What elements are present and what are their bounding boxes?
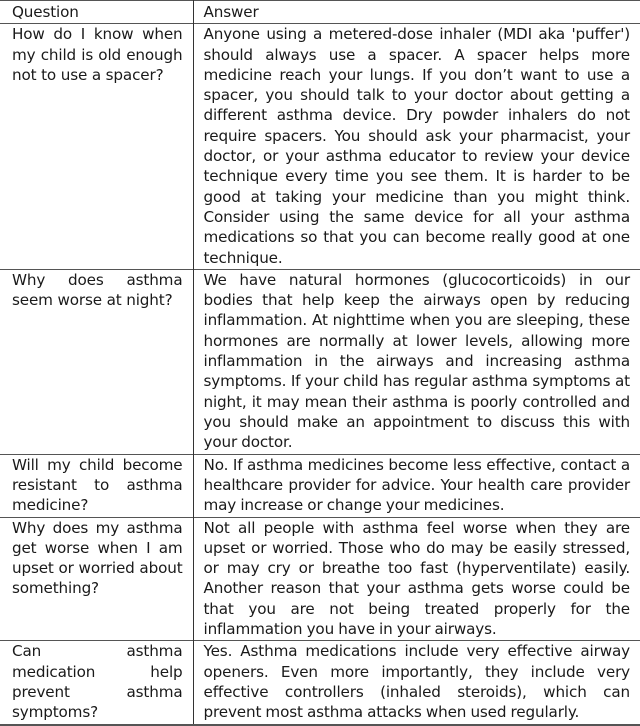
answer-cell: No. If asthma medicines become less effective, contact a healthcare provider for advice. Your health care provider may increase or change your medicines. — [203, 455, 630, 515]
question-cell: Why does asthma seem worse at night? — [0, 269, 193, 454]
question-cell: Why does my asthma get worse when I am upset or worried about something? — [0, 517, 193, 641]
table-row — [0, 517, 640, 641]
answer-cell: Not all people with asthma feel worse when they are upset or worried. Those who do may be easily stressed, or may cry or breathe too fast (hyperventilate) easily. Another reason that your asthma gets worse could be that you are not being treated properly for the inflammation you have in your airways. — [203, 518, 630, 639]
table-row — [0, 269, 640, 454]
column-header-answer: Answer — [203, 3, 259, 21]
column-header-question: Question — [0, 1, 193, 24]
answer-cell: We have natural hormones (glucocorticoids) in our bodies that help keep the airways open by reducing inflammation. At nighttime when you are sleeping, these hormones are normally at lower levels, allowing more inflammation in the airways and increasing asthma symptoms. If your child has regular asthma symptoms at night, it may mean their asthma is poorly controlled and you should make an appointment to discuss this with your doctor. — [203, 270, 630, 452]
question-cell: Will my child become resistant to asthma medicine? — [0, 454, 193, 517]
table-header-row — [0, 1, 640, 24]
question-cell: How do I know when my child is old enough not to use a spacer? — [0, 24, 193, 270]
answer-cell: Yes. Asthma medications include very effective airway openers. Even more importantly, they include very effective controllers (inhaled steroids), which can prevent most asthma attacks when used regularly. — [203, 642, 630, 722]
table-row — [0, 24, 640, 270]
question-cell: Can asthma medication help prevent asthma symptoms? — [0, 641, 193, 725]
answer-cell: Anyone using a metered-dose inhaler (MDI aka 'puffer') should always use a spacer. A spacer helps more medicine reach your lungs. If you don’t want to use a spacer, you should talk to your doctor about getting a different asthma device. Dry powder inhalers do not require spacers. You should ask your pharmacist, your doctor, or your asthma educator to review your device technique every time you see them. It is harder to be good at taking your medicine than you might think. Consider using the same device for all your asthma medications so that you can become really good at one technique. — [203, 25, 630, 267]
table-row — [0, 641, 640, 725]
table-row — [0, 454, 640, 517]
